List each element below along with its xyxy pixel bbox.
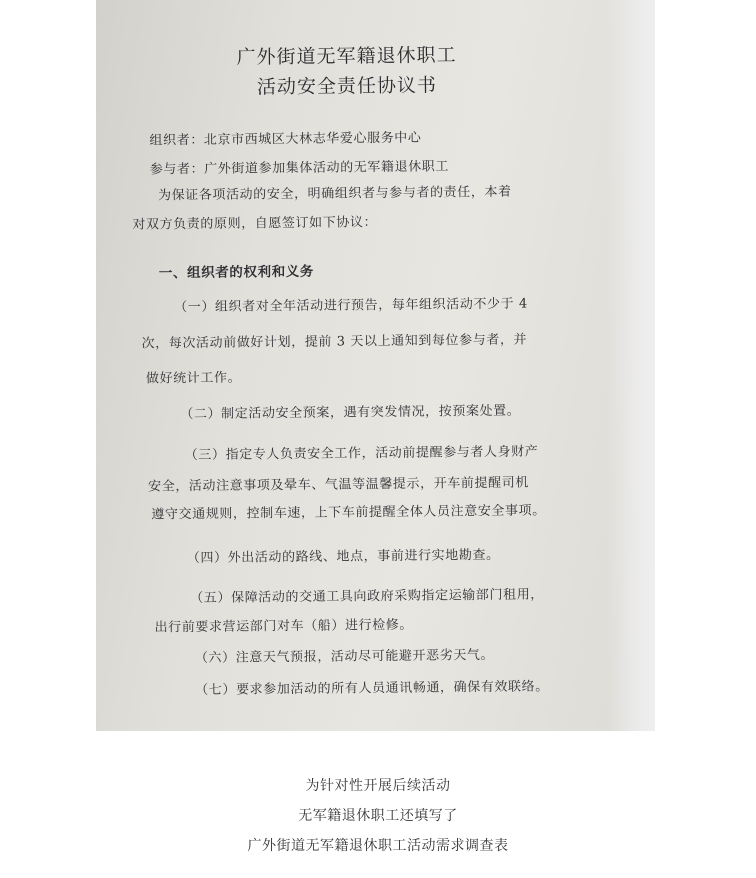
item5-line2: 出行前要求营运部门对车（船）进行检修。 [154,617,414,636]
document-title-line1: 广外街道无军籍退休职工 [236,44,457,69]
organizer-line: 组织者：北京市西城区大林志华爱心服务中心 [149,130,422,149]
participant-line: 参与者：广外街道参加集体活动的无军籍退休职工 [149,159,450,178]
section1-heading: 一、组织者的权利和义务 [158,263,315,282]
caption-line3: 广外街道无军籍退休职工活动需求调查表 [247,838,509,854]
item4-line1: （四）外出活动的路线、地点，事前进行实地勘查。 [186,547,500,567]
caption-line2: 无军籍退休职工还填写了 [298,808,458,824]
document-photo [96,0,655,731]
item7-line1: （七）要求参加活动的所有人员通讯畅通，确保有效联络。 [195,679,549,698]
item5-line1: （五）保障活动的交通工具向政府采购指定运输部门租用， [190,587,544,607]
item3-line2: 安全，活动注意事项及晕车、气温等温馨提示，开车前提醒司机 [148,475,529,495]
item1-line2: 次，每次活动前做好计划，提前 3 天以上通知到每位参与者，并 [141,332,528,352]
document-title-line2: 活动安全责任协议书 [256,74,438,99]
paper-edge-shadow [607,0,655,731]
item1-line1: （一）组织者对全年活动进行预告，每年组织活动不少于 4 [174,296,528,316]
item6-line1: （六）注意天气预报，活动尽可能避开恶劣天气。 [194,647,495,666]
intro-line2: 对双方负责的原则，自愿签订如下协议： [132,215,378,233]
item3-line1: （三）指定专人负责安全工作，活动前提醒参与者人身财产 [184,444,539,464]
caption-line1: 为针对性开展后续活动 [305,778,451,794]
intro-line1: 为保证各项活动的安全，明确组织者与参与者的责任，本着 [157,184,512,204]
agreement-paper [96,0,624,731]
item3-line3: 遵守交通规则，控制车速，上下车前提醒全体人员注意安全事项。 [151,503,546,523]
item2-line1: （二）制定活动安全预案，遇有突发情况，按预案处置。 [180,403,521,423]
item1-line3: 做好统计工作。 [145,370,242,387]
